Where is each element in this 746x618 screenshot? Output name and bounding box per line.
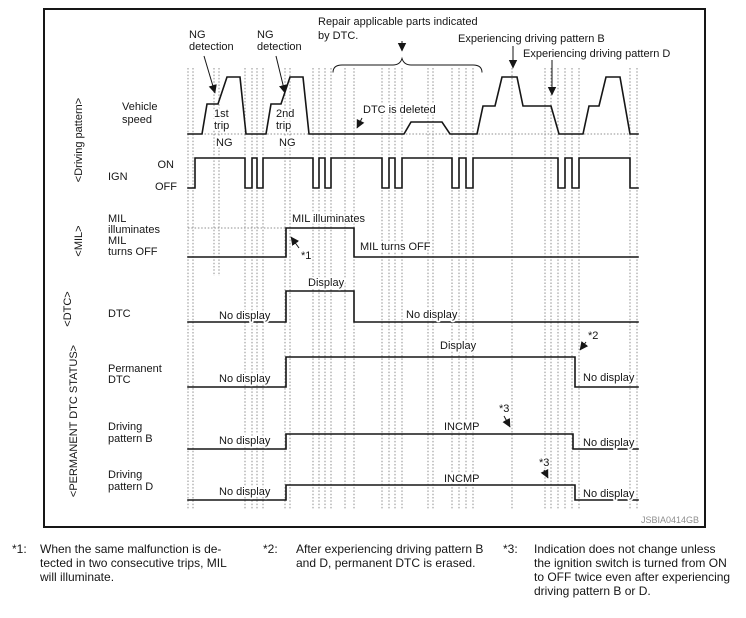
footnote-2-line1: After experiencing driving pattern B [296, 542, 484, 556]
footnote-3-line3: to OFF twice even after experiencing [534, 570, 731, 584]
footnote-1-line1: When the same malfunction is de- [40, 542, 222, 556]
trip2-ng-label: NG [279, 137, 296, 149]
pattern-b-no-display-left-label: No display [219, 435, 271, 447]
ng-detection-1-arrow [204, 56, 215, 93]
footnote-3-line4: driving pattern B or D. [534, 584, 651, 598]
ref1-arrow [291, 237, 299, 248]
pattern-b-incmp-label: INCMP [444, 421, 480, 433]
row-mil-label-line4: turns OFF [108, 246, 158, 258]
group-permanent-dtc-status-label: <PERMANENT DTC STATUS> [68, 344, 80, 498]
ng-detection-2-label2: detection [257, 41, 302, 53]
trip1-label-line2: trip [214, 120, 230, 132]
experiencing-pattern-d-label: Experiencing driving pattern D [523, 48, 671, 60]
ref2-label: *2 [588, 330, 599, 342]
pdtc-no-display-right-label: No display [583, 372, 635, 384]
row-pattern-d-label: Driving [108, 469, 143, 481]
footnote-3-line2: the ignition switch is turned from ON [534, 556, 727, 570]
dtc-is-deleted-label: DTC is deleted [363, 104, 436, 116]
mil-illuminates-label: MIL illuminates [292, 213, 365, 225]
experiencing-pattern-b-label: Experiencing driving pattern B [458, 33, 605, 45]
ign-waveform [188, 158, 638, 188]
pattern-d-no-display-left-label: No display [219, 486, 271, 498]
trip1-label-line1: 1st [214, 108, 229, 120]
pattern-d-incmp-label: INCMP [444, 473, 480, 485]
ref3-d-label: *3 [539, 457, 550, 469]
group-mil-label: <MIL> [73, 225, 85, 257]
ng-detection-2-label: NG [257, 29, 274, 41]
footnote-2-line2: and D, permanent DTC is erased. [296, 556, 476, 570]
repair-label-line2: by DTC. [318, 30, 359, 42]
row-permanent-dtc-label: Permanent [108, 363, 162, 375]
footnote-1-ref: *1: [12, 542, 27, 556]
ref3-b-label: *3 [499, 403, 510, 415]
figure-code: JSBIA0414GB [640, 515, 699, 525]
dtc-no-display-right-label: No display [406, 309, 458, 321]
footnote-1-line2: tected in two consecutive trips, MIL [40, 556, 227, 570]
ng-detection-1-label2: detection [189, 41, 234, 53]
footnote-3-line1: Indication does not change unless [534, 542, 716, 556]
trip2-label-line2: trip [276, 120, 292, 132]
group-driving-pattern-label: <Driving pattern> [73, 97, 85, 183]
row-vehicle-speed-label: Vehicle [122, 101, 158, 113]
ng-detection-2-arrow [276, 56, 285, 93]
footnote-2-ref: *2: [263, 542, 278, 556]
row-mil-label-line3: MIL [108, 235, 127, 247]
ref1-label: *1 [301, 250, 312, 262]
row-mil-label-line2: illuminates [108, 224, 160, 236]
group-dtc-label: <DTC> [62, 291, 74, 327]
ref3-b-arrow [504, 416, 510, 427]
mil-turns-off-label: MIL turns OFF [360, 241, 431, 253]
row-permanent-dtc-label2: DTC [108, 374, 131, 386]
pattern-d-no-display-right-label: No display [583, 488, 635, 500]
pattern-b-no-display-right-label: No display [583, 437, 635, 449]
dtc-deleted-arrow [357, 118, 362, 128]
dtc-no-display-left-label: No display [219, 310, 271, 322]
row-pattern-b-label: Driving [108, 421, 143, 433]
repair-range-brace [333, 59, 482, 73]
row-ign-label: IGN [108, 171, 128, 183]
repair-label-line1: Repair applicable parts indicated [318, 16, 478, 28]
dtc-display-label: Display [308, 277, 345, 289]
row-pattern-d-label2: pattern D [108, 481, 154, 493]
trip1-ng-label: NG [216, 137, 233, 149]
footnotes [12, 542, 730, 598]
row-pattern-b-label2: pattern B [108, 433, 153, 445]
ng-detection-1-label: NG [189, 29, 206, 41]
footnote-1-line3: will illuminate. [40, 570, 115, 584]
footnote-3-ref: *3: [503, 542, 518, 556]
trip2-label-line1: 2nd [276, 108, 295, 120]
ign-on-label: ON [157, 159, 174, 171]
ign-off-label: OFF [155, 181, 177, 193]
row-vehicle-speed-label2: speed [122, 114, 152, 126]
ref2-arrow [580, 342, 586, 350]
pdtc-display-label: Display [440, 340, 477, 352]
pdtc-no-display-left-label: No display [219, 373, 271, 385]
row-dtc-label: DTC [108, 308, 131, 320]
row-mil-label-line1: MIL [108, 213, 127, 225]
